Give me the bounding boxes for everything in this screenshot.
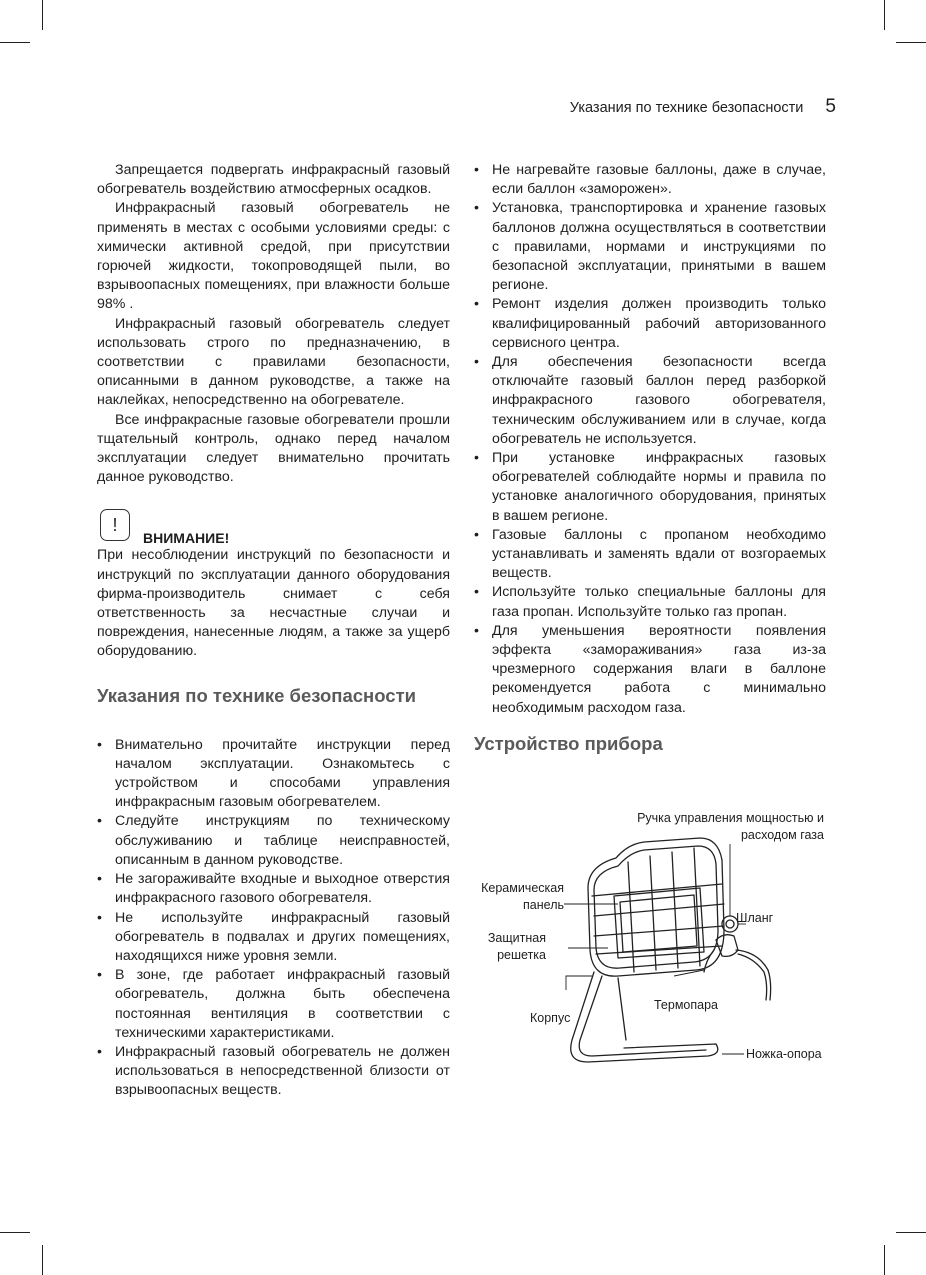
stand-frame [579,976,706,1056]
label-thermocouple: Термопара [654,998,719,1012]
leader-line [566,976,592,990]
guard-wire [596,946,722,954]
list-item: • В зоне, где работает инфракрасный газовый обогреватель, должна быть обеспечена постоянная вентиляция в соответствии с техническими характеристиками. [97,966,450,1043]
list-item: • Газовые баллоны с пропаном необходимо устанавливать и заменять вдали от возгораемых веществ. [474,526,826,584]
safety-list-continued [474,161,826,718]
paragraph: Запрещается подвергать инфракрасный газовый обогреватель воздействию атмосферных осадков. [97,162,450,198]
crop-mark [896,1232,926,1233]
label-hose: Шланг [736,911,774,925]
crop-mark [896,42,926,43]
page-number: 5 [825,96,836,117]
guard-wire [650,856,656,970]
paragraph: Инфракрасный газовый обогреватель следует использовать строго по предназначению, в соответствии с правилами безопасности, описанными в данном руководстве, а также на наклейках, непосредственно на обогревателе. [97,315,450,409]
label-guard: Защитная решетка [487,931,546,962]
crop-mark [42,0,43,30]
list-item: • Для уменьшения вероятности появления эффекта «замораживания» газа из-за чрезмерного содержания влаги в баллоне рекомендуется работа с минимально необходимым расходом газа. [474,622,826,718]
label-body: Корпус [530,1011,571,1025]
section-title-device: Устройство прибора [474,732,663,754]
list-item: • Не загораживайте входные и выходное отверстия инфракрасного газового обогревателя. [97,870,450,908]
crop-mark [0,42,30,43]
warning-block [97,509,450,546]
list-item: • Не используйте инфракрасный газовый обогреватель в подвалах и других помещениях, находящихся ниже уровня земли. [97,909,450,967]
left-column [97,161,450,1101]
guard-wire [594,904,724,916]
list-item: • Инфракрасный газовый обогреватель не должен использоваться в непосредственной близости от взрывоопасных веществ. [97,1043,450,1101]
list-item: • Внимательно прочитайте инструкции перед началом эксплуатации. Ознакомьтесь с устройством и способами управления инфракрасным газовым обогревателем. [97,736,450,813]
list-item: • Используйте только специальные баллоны для газа пропан. Используйте только газ пропан. [474,583,826,621]
crop-mark [42,1245,43,1275]
label-control-knob: Ручка управления мощностью и расходом газа [637,811,824,842]
crop-mark [884,0,885,30]
guard-wire [592,884,722,896]
right-column [474,161,826,784]
label-foot: Ножка-опора [746,1047,822,1061]
crop-mark [884,1245,885,1275]
warning-icon: ! [100,509,130,541]
page-header [470,96,836,118]
crop-mark [0,1232,30,1233]
list-item: • При установке инфракрасных газовых обогревателей соблюдайте нормы и правила по установке аналогичного оборудования, принятых в вашем регионе. [474,449,826,526]
warning-label: ВНИМАНИЕ! [143,530,230,547]
stand-frame [571,972,718,1062]
guard-wire [594,926,724,936]
section-title-safety: Указания по технике безопасности [97,684,416,706]
list-item: • Установка, транспортировка и хранение газовых баллонов должна осуществляться в соответствии с правилами, нормами и инструкциями по безопасной эксплуатации, принятыми в вашем регионе. [474,199,826,295]
stand-frame [618,978,626,1040]
guard-wire [672,852,678,968]
safety-list [97,736,450,1101]
label-ceramic-panel: Керамическая панель [481,881,564,912]
device-diagram [468,800,848,1100]
header-title: Указания по технике безопасности [569,100,804,116]
list-item: • Следуйте инструкциям по техническому обслуживанию и таблице неисправностей, описанным в данном руководстве. [97,812,450,870]
list-item: • Не нагревайте газовые баллоны, даже в случае, если баллон «заморожен». [474,161,826,199]
list-item: • Для обеспечения безопасности всегда отключайте газовый баллон перед разборкой инфракрасного газового обогревателя, техническим обслуживанием или в случае, когда обогреватель не используется. [474,353,826,449]
warning-text: При несоблюдении инструкций по безопасности и инструкций по эксплуатации данного оборудования фирма-производитель снимает с себя ответственность за несчастные случаи и повреждения, нанесенные людям, а также за ущерб оборудованию. [97,547,450,660]
paragraph: Инфракрасный газовый обогреватель не применять в местах с особыми условиями среды: с химически активной средой, при присутствии горючей жидкости, токопроводящей пыли, во взрывоопасных помещениях, при влажности больше 98% . [97,200,450,313]
list-item: • Ремонт изделия должен производить только квалифицированный рабочий авторизованного сервисного центра. [474,295,826,353]
gas-hose [738,954,767,1000]
guard-wire [628,862,634,972]
control-knob-hub [726,920,734,928]
paragraph: Все инфракрасные газовые обогреватели прошли тщательный контроль, однако перед началом эксплуатации следует внимательно прочитать данное руководство. [97,411,450,486]
